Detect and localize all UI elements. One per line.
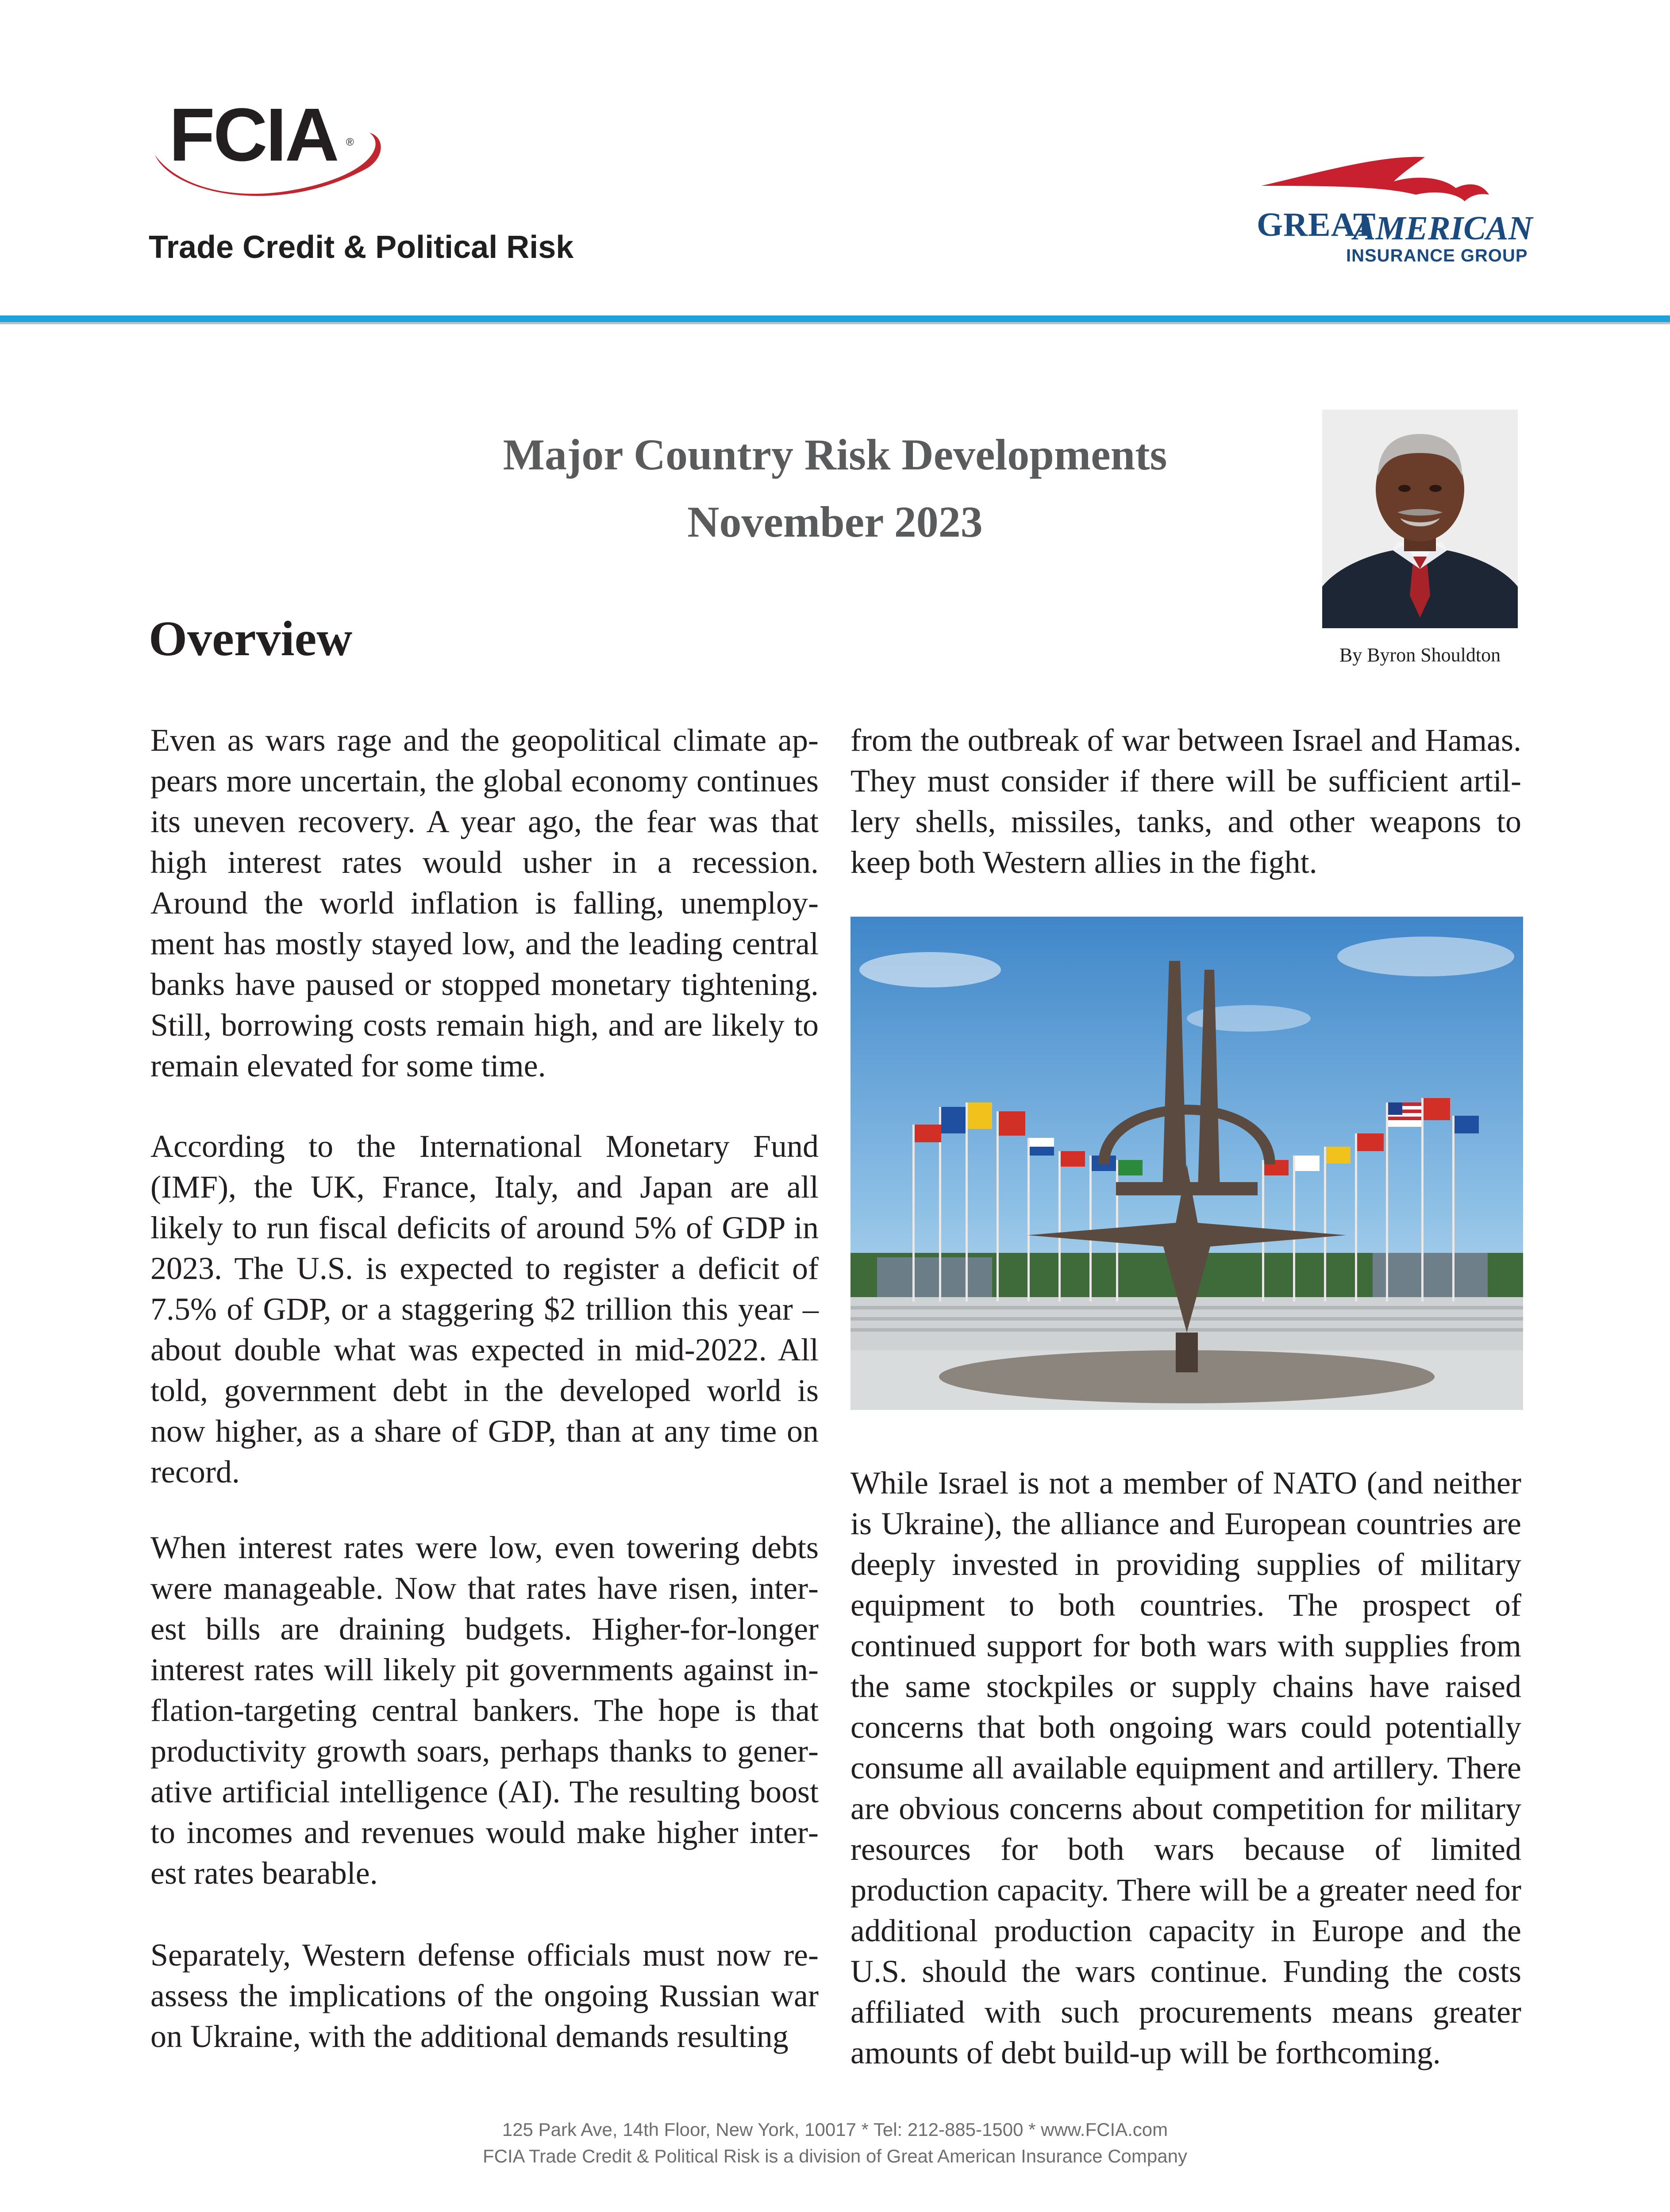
author-photo-image xyxy=(1322,410,1518,628)
footer-division-note: FCIA Trade Credit & Political Risk is a division of Great American Insurance Company xyxy=(483,2146,1187,2166)
registered-mark: ® xyxy=(346,136,354,148)
page-subtitle-date: November 2023 xyxy=(687,497,983,546)
great-american-logo[interactable] xyxy=(1248,146,1531,274)
fcia-wordmark: FCIA xyxy=(169,93,338,177)
ga-wordmark-american: AMERICAN xyxy=(1353,210,1533,247)
section-heading: Overview xyxy=(149,611,353,666)
body-paragraph: Separately, Western defense officials must now reassess the implications of the ongoing Russian war on Ukraine, with the additional demands resulting xyxy=(150,1937,819,2054)
page-title: Major Country Risk Developments xyxy=(503,430,1167,479)
author-byline: By Byron Shouldton xyxy=(1339,644,1501,666)
ga-wordmark-group: INSURANCE GROUP xyxy=(1346,246,1528,265)
nato-monument-photo xyxy=(850,917,1523,1410)
tagline: Trade Credit & Political Risk xyxy=(149,230,574,265)
body-paragraph: According to the International Monetary Fund (IMF), the UK, France, Italy, and Japan are all likely to run fiscal deficits of around 5% of GDP in 2023. The U.S. is expected to register a deficit of 7.5% of GDP, or a staggering $2 trillion this year – about double what was expected in mid-2022. All told, government debt in the developed world is now higher, as a share of GDP, than at any time on record. xyxy=(150,1129,819,1490)
nato-photo-image xyxy=(850,917,1523,1410)
body-paragraph: While Israel is not a member of NATO (and neither is Ukraine), the alliance and European countries are deeply invested in providing supplies of military equipment to both countries. The prospect of continued support for both wars with supplies from the same stockpiles or supply chains have raised concerns that both ongoing wars could potentially consume all available equipment and artillery. There are obvious concerns about competition for military resources for both wars because of limited production capacity. There will be a greater need for additional production capacity in Europe and the U.S. should the wars continue. Funding the costs affiliated with such procurements means greater amounts of debt build-up will be forthcoming. xyxy=(850,1465,1521,2070)
header-rule-shadow xyxy=(0,322,1670,324)
author-portrait xyxy=(1322,410,1518,628)
fcia-logo[interactable] xyxy=(146,84,394,217)
body-paragraph: When interest rates were low, even towering debts were manageable. Now that rates have risen, interest bills are draining budgets. Higher-for-longer interest rates will likely pit governments against inflation-targeting central bankers. The hope is that productivity growth soars, perhaps thanks to generative artificial intelligence (AI). The resulting boost to incomes and revenues would make higher interest rates bearable. xyxy=(150,1530,819,1891)
eagle-icon xyxy=(1248,146,1531,212)
body-paragraph: from the outbreak of war between Israel and Hamas. They must consider if there will be sufficient artillery shells, missiles, tanks, and other weapons to keep both Western allies in the fight. xyxy=(850,722,1521,880)
ga-wordmark-great: GREAT xyxy=(1257,206,1376,243)
body-paragraph: Even as wars rage and the geopolitical climate appears more uncertain, the global economy continues its uneven recovery. A year ago, the fear was that high interest rates would usher in a recession. Around the world inflation is falling, unemployment has mostly stayed low, and the leading central banks have paused or stopped monetary tightening. Still, borrowing costs remain high, and are likely to remain elevated for some time. xyxy=(150,722,819,1083)
header-rule xyxy=(0,315,1670,322)
footer-address: 125 Park Ave, 14th Floor, New York, 10017 * Tel: 212-885-1500 * www.FCIA.com xyxy=(502,2119,1168,2140)
